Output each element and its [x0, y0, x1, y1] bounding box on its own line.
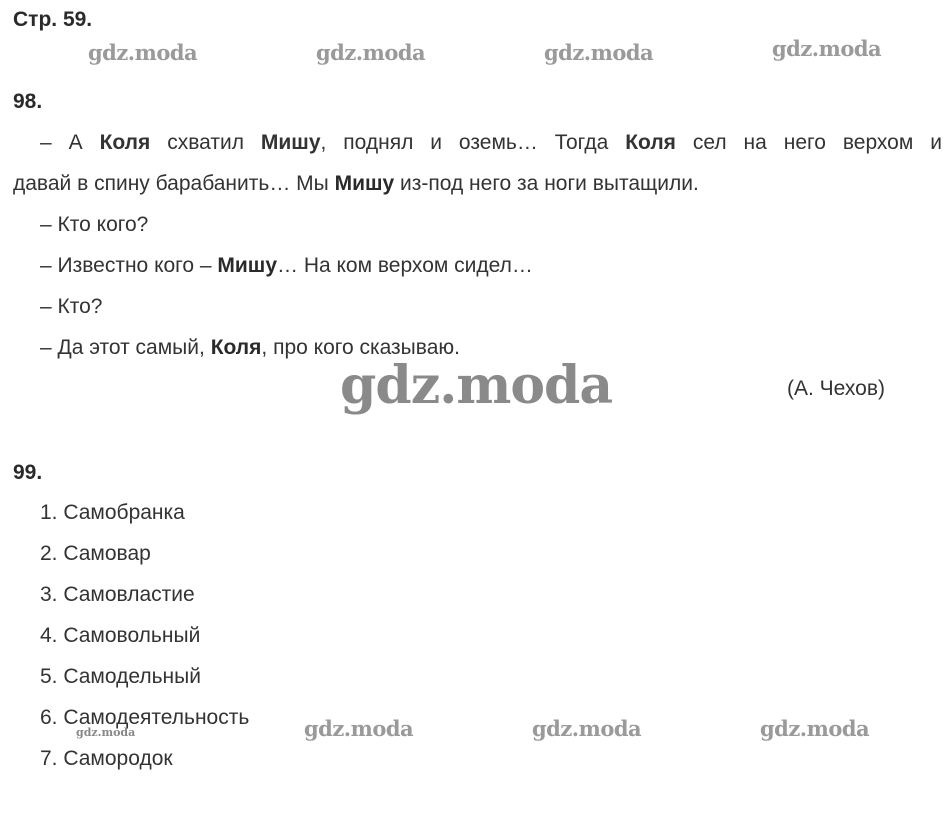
character-name: Мишу	[217, 254, 277, 277]
watermark-large: gdz.moda	[340, 355, 613, 416]
list-item: 6. Самодеятельность	[40, 706, 250, 729]
watermark: gdz.moda	[304, 716, 414, 741]
task-98-line-2	[13, 172, 699, 196]
watermark: gdz.moda	[544, 40, 654, 65]
list-item: 2. Самовар	[40, 542, 151, 565]
text: – Известно кого –	[40, 254, 212, 277]
text: – Да этот самый,	[40, 336, 205, 359]
text: – А	[40, 131, 83, 154]
watermark: gdz.moda	[88, 40, 198, 65]
text: сел на него верхом и	[692, 131, 942, 154]
text: … На ком верхом сидел…	[277, 254, 533, 277]
character-name: Коля	[99, 131, 151, 154]
task-98-line-5: – Кто?	[40, 295, 103, 318]
character-name: Коля	[210, 336, 262, 359]
answer-list	[40, 499, 249, 786]
list-item: 5. Самодельный	[40, 665, 201, 688]
list-item: 1. Самобранка	[40, 501, 185, 524]
page-heading: Стр. 59.	[13, 8, 93, 31]
text: схватил	[167, 131, 244, 154]
task-99-number: 99.	[13, 461, 43, 484]
list-item: 3. Самовластие	[40, 583, 195, 606]
text: , про кого сказываю.	[261, 336, 460, 359]
attribution: (А. Чехов)	[787, 377, 885, 400]
list-item: 7. Самородок	[40, 747, 173, 770]
list-item: 4. Самовольный	[40, 624, 201, 647]
watermark-small: gdz.moda	[76, 726, 136, 739]
text: , поднял и оземь… Тогда	[320, 131, 609, 154]
watermark: gdz.moda	[316, 40, 426, 65]
text: давай в спину барабанить… Мы	[13, 172, 329, 195]
watermark: gdz.moda	[532, 716, 642, 741]
task-98-line-1	[40, 131, 942, 155]
character-name: Мишу	[260, 131, 321, 154]
task-98-line-3: – Кто кого?	[40, 213, 149, 236]
task-98-number: 98.	[13, 90, 43, 113]
character-name: Коля	[625, 131, 676, 154]
text: из-под него за ноги вытащили.	[400, 172, 699, 195]
watermark: gdz.moda	[772, 36, 882, 61]
task-98-line-4	[40, 254, 533, 278]
watermark: gdz.moda	[760, 716, 870, 741]
character-name: Мишу	[334, 172, 395, 195]
